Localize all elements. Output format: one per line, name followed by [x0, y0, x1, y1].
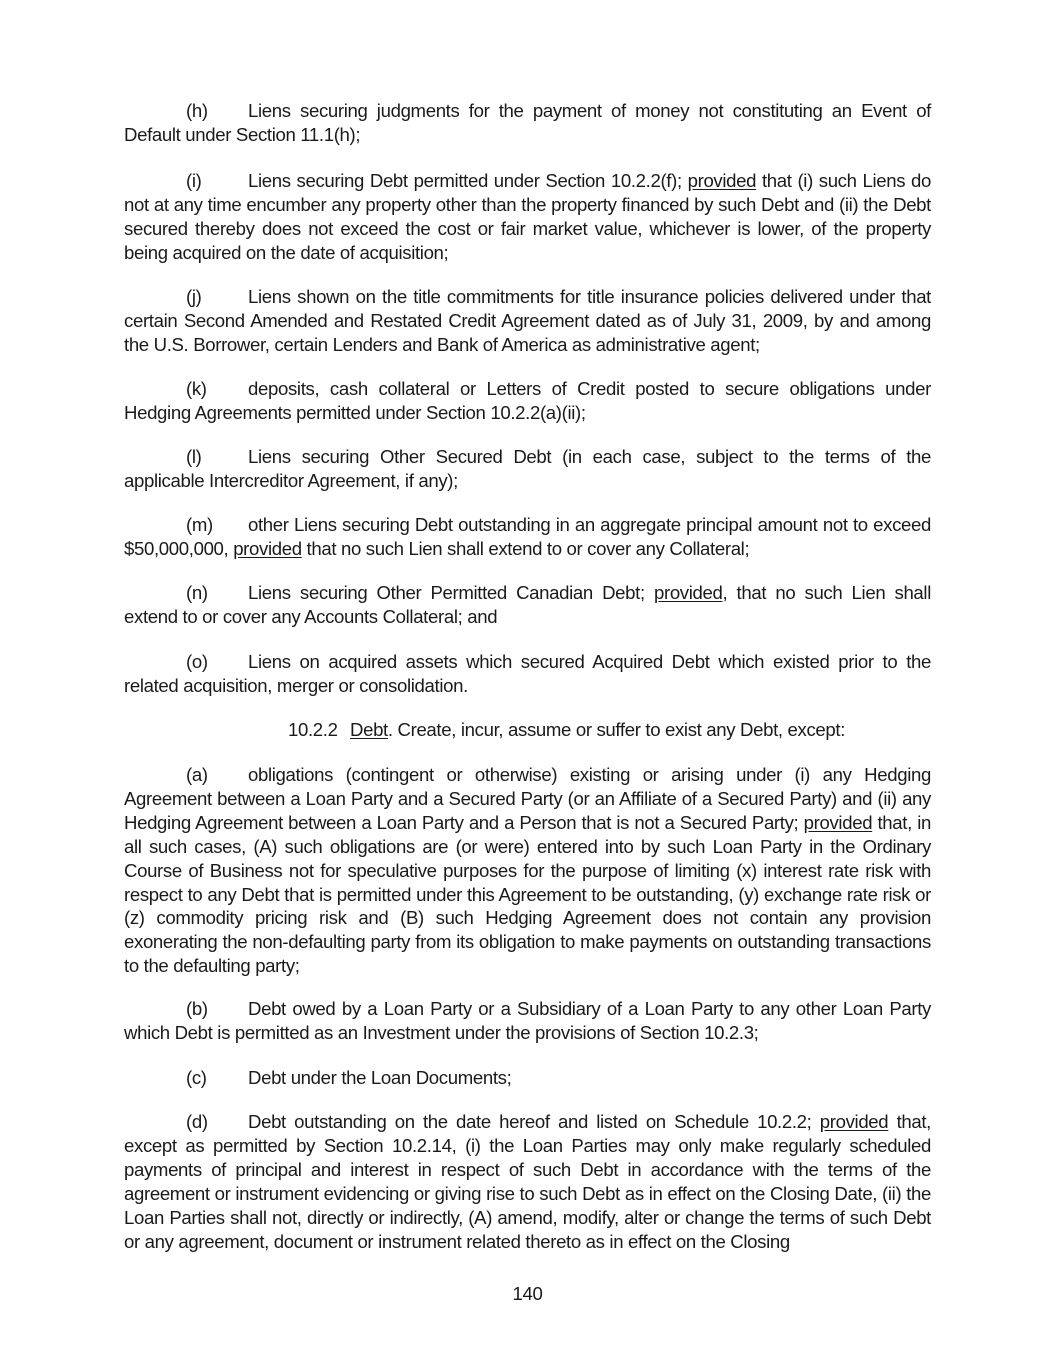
paragraph-i: (i) Liens securing Debt permitted under Section 10.2.2(f); provided that (i) such Liens do not at any time encumber any property other than the property financed by such Debt and (ii) the Debt secured thereby does not exceed the cost or fair market value, whichever is lower, of the property being acquired on the date of acquisition;	[124, 170, 931, 263]
debt-paragraph-c: (c) Debt under the Loan Documents;	[186, 1067, 512, 1088]
provided-term: provided	[803, 811, 873, 833]
provided-term: provided	[687, 170, 757, 191]
provided-term: provided	[653, 582, 723, 603]
paragraph-m: (m) other Liens securing Debt outstanding in an aggregate principal amount not to exceed $50,000,000, provided that no such Lien shall extend to or cover any Collateral;	[124, 514, 931, 559]
page-number: 140	[512, 1283, 543, 1304]
debt-paragraph-b: (b) Debt owed by a Loan Party or a Subsidiary of a Loan Party to any other Loan Party which Debt is permitted as an Investment under the provisions of Section 10.2.3;	[124, 998, 931, 1043]
section-title: Debt	[350, 719, 388, 740]
paragraph-k: (k) deposits, cash collateral or Letters of Credit posted to secure obligations under Hedging Agreements permitted under Section 10.2.2(a)(ii);	[124, 378, 931, 423]
debt-paragraph-d: (d) Debt outstanding on the date hereof and listed on Schedule 10.2.2; provided that, except as permitted by Section 10.2.14, (i) the Loan Parties may only make regularly scheduled payments of principal and interest in respect of such Debt in accordance with the terms of the agreement or instrument evidencing or giving rise to such Debt as in effect on the Closing Date, (ii) the Loan Parties shall not, directly or indirectly, (A) amend, modify, alter or change the terms of such Debt or any agreement, document or instrument related thereto as in effect on the Closing	[124, 1111, 931, 1252]
provided-term: provided	[819, 1111, 889, 1132]
paragraph-h: (h) Liens securing judgments for the payment of money not constituting an Event of Default under Section 11.1(h);	[124, 100, 931, 145]
paragraph-l: (l) Liens securing Other Secured Debt (in each case, subject to the terms of the applicable Intercreditor Agreement, if any);	[124, 446, 931, 491]
paragraph-o: (o) Liens on acquired assets which secured Acquired Debt which existed prior to the related acquisition, merger or consolidation.	[124, 651, 931, 696]
debt-paragraph-a: (a) obligations (contingent or otherwise) existing or arising under (i) any Hedging Agreement between a Loan Party and a Secured Party (or an Affiliate of a Secured Party) and (ii) any Hedging Agreement between a Loan Party and a Person that is not a Secured Party; provided that, in all such cases, (A) such obligations are (or were) entered into by such Loan Party in the Ordinary Course of Business not for speculative purposes for the purpose of limiting (x) interest rate risk with respect to any Debt that is permitted under this Agreement to be outstanding, (y) exchange rate risk or (z) commodity pricing risk and (B) such Hedging Agreement does not contain any provision exonerating the non-defaulting party from its obligation to make payments on outstanding transactions to the defaulting party;	[124, 764, 931, 977]
paragraph-j: (j) Liens shown on the title commitments for title insurance policies delivered under that certain Second Amended and Restated Credit Agreement dated as of July 31, 2009, by and among the U.S. Borrower, certain Lenders and Bank of America as administrative agent;	[124, 286, 931, 355]
paragraph-n: (n) Liens securing Other Permitted Canadian Debt; provided, that no such Lien shall extend to or cover any Accounts Collateral; and	[124, 582, 931, 627]
section-heading: 10.2.2 Debt. Create, incur, assume or suffer to exist any Debt, except:	[288, 719, 846, 740]
provided-term: provided	[233, 537, 302, 559]
